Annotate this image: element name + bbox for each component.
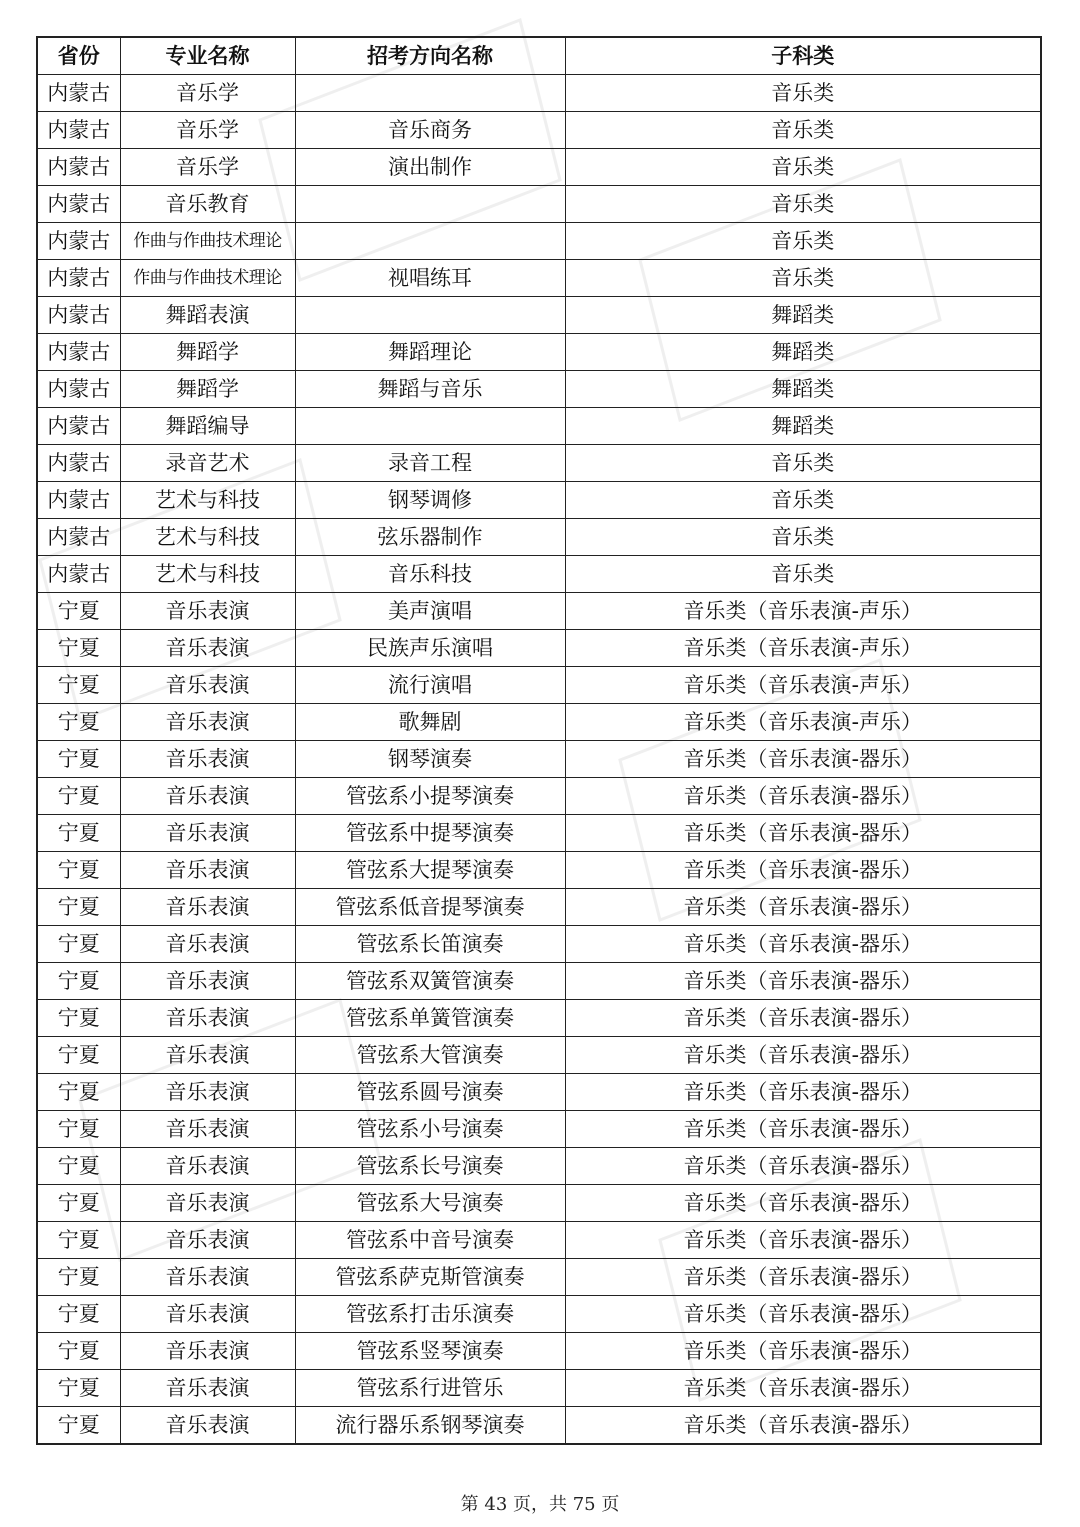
cell-province: 宁夏	[37, 778, 120, 815]
cell-major: 音乐表演	[120, 667, 295, 704]
cell-province: 宁夏	[37, 1259, 120, 1296]
cell-subcategory: 音乐类（音乐表演-器乐）	[565, 1074, 1041, 1111]
cell-province: 内蒙古	[37, 75, 120, 112]
cell-subcategory: 音乐类（音乐表演-器乐）	[565, 778, 1041, 815]
cell-province: 宁夏	[37, 1185, 120, 1222]
cell-subcategory: 音乐类（音乐表演-器乐）	[565, 1259, 1041, 1296]
table-row	[37, 1111, 1041, 1148]
table-row	[37, 334, 1041, 371]
cell-subcategory: 音乐类	[565, 482, 1041, 519]
table-row	[37, 482, 1041, 519]
cell-subcategory: 音乐类（音乐表演-器乐）	[565, 1111, 1041, 1148]
cell-province: 宁夏	[37, 1222, 120, 1259]
cell-major: 音乐表演	[120, 741, 295, 778]
header-subcategory: 子科类	[565, 37, 1041, 75]
cell-province: 内蒙古	[37, 371, 120, 408]
cell-major: 音乐表演	[120, 1296, 295, 1333]
cell-major: 音乐表演	[120, 1185, 295, 1222]
cell-province: 宁夏	[37, 1000, 120, 1037]
cell-subcategory: 音乐类（音乐表演-器乐）	[565, 741, 1041, 778]
cell-subcategory: 音乐类（音乐表演-声乐）	[565, 630, 1041, 667]
cell-province: 宁夏	[37, 1037, 120, 1074]
cell-major: 作曲与作曲技术理论	[120, 223, 295, 260]
cell-subcategory: 音乐类	[565, 223, 1041, 260]
table-row	[37, 667, 1041, 704]
cell-province: 宁夏	[37, 630, 120, 667]
cell-province: 宁夏	[37, 1407, 120, 1445]
cell-province: 宁夏	[37, 889, 120, 926]
cell-major: 舞蹈编导	[120, 408, 295, 445]
cell-major: 音乐表演	[120, 815, 295, 852]
table-body	[37, 75, 1041, 1445]
cell-major: 音乐表演	[120, 1148, 295, 1185]
table-row	[37, 926, 1041, 963]
cell-major: 音乐学	[120, 112, 295, 149]
cell-direction: 流行演唱	[295, 667, 565, 704]
cell-major: 音乐表演	[120, 889, 295, 926]
cell-province: 宁夏	[37, 741, 120, 778]
cell-province: 内蒙古	[37, 297, 120, 334]
table-row	[37, 889, 1041, 926]
cell-major: 音乐表演	[120, 926, 295, 963]
cell-province: 宁夏	[37, 704, 120, 741]
cell-subcategory: 音乐类	[565, 556, 1041, 593]
cell-province: 内蒙古	[37, 408, 120, 445]
cell-major: 音乐教育	[120, 186, 295, 223]
cell-province: 内蒙古	[37, 482, 120, 519]
cell-major: 音乐表演	[120, 852, 295, 889]
cell-major: 舞蹈学	[120, 334, 295, 371]
cell-major: 音乐表演	[120, 778, 295, 815]
header-major: 专业名称	[120, 37, 295, 75]
table-row	[37, 1259, 1041, 1296]
cell-province: 宁夏	[37, 1333, 120, 1370]
cell-direction	[295, 297, 565, 334]
cell-subcategory: 舞蹈类	[565, 334, 1041, 371]
cell-subcategory: 音乐类（音乐表演-器乐）	[565, 1333, 1041, 1370]
cell-subcategory: 音乐类	[565, 149, 1041, 186]
cell-province: 宁夏	[37, 1296, 120, 1333]
table-row	[37, 297, 1041, 334]
cell-direction: 民族声乐演唱	[295, 630, 565, 667]
cell-direction: 管弦系中提琴演奏	[295, 815, 565, 852]
cell-direction: 管弦系低音提琴演奏	[295, 889, 565, 926]
cell-subcategory: 音乐类	[565, 186, 1041, 223]
cell-subcategory: 音乐类（音乐表演-器乐）	[565, 1185, 1041, 1222]
cell-province: 宁夏	[37, 1111, 120, 1148]
cell-direction: 管弦系竖琴演奏	[295, 1333, 565, 1370]
cell-direction: 管弦系行进管乐	[295, 1370, 565, 1407]
cell-major: 音乐表演	[120, 1000, 295, 1037]
table-row	[37, 445, 1041, 482]
table-row	[37, 1037, 1041, 1074]
table-row	[37, 223, 1041, 260]
cell-subcategory: 舞蹈类	[565, 297, 1041, 334]
cell-direction: 弦乐器制作	[295, 519, 565, 556]
table-row	[37, 75, 1041, 112]
cell-province: 内蒙古	[37, 556, 120, 593]
cell-major: 音乐表演	[120, 1407, 295, 1445]
cell-subcategory: 音乐类（音乐表演-器乐）	[565, 889, 1041, 926]
cell-subcategory: 音乐类（音乐表演-器乐）	[565, 1148, 1041, 1185]
cell-province: 宁夏	[37, 926, 120, 963]
cell-subcategory: 音乐类	[565, 519, 1041, 556]
cell-province: 宁夏	[37, 1370, 120, 1407]
cell-direction: 流行器乐系钢琴演奏	[295, 1407, 565, 1445]
cell-province: 宁夏	[37, 667, 120, 704]
table-row	[37, 778, 1041, 815]
table-row	[37, 371, 1041, 408]
cell-subcategory: 舞蹈类	[565, 371, 1041, 408]
cell-major: 音乐表演	[120, 1222, 295, 1259]
cell-province: 宁夏	[37, 815, 120, 852]
cell-subcategory: 音乐类	[565, 112, 1041, 149]
cell-province: 内蒙古	[37, 519, 120, 556]
cell-subcategory: 音乐类	[565, 75, 1041, 112]
cell-subcategory: 音乐类（音乐表演-器乐）	[565, 1370, 1041, 1407]
cell-subcategory: 音乐类（音乐表演-器乐）	[565, 815, 1041, 852]
cell-major: 音乐学	[120, 75, 295, 112]
cell-province: 内蒙古	[37, 112, 120, 149]
cell-province: 内蒙古	[37, 223, 120, 260]
admissions-table	[36, 36, 1042, 1445]
cell-subcategory: 音乐类（音乐表演-器乐）	[565, 926, 1041, 963]
cell-direction: 管弦系萨克斯管演奏	[295, 1259, 565, 1296]
table-row	[37, 112, 1041, 149]
cell-major: 音乐表演	[120, 1037, 295, 1074]
cell-direction: 视唱练耳	[295, 260, 565, 297]
cell-direction	[295, 223, 565, 260]
cell-subcategory: 音乐类	[565, 445, 1041, 482]
cell-province: 宁夏	[37, 963, 120, 1000]
cell-direction: 管弦系双簧管演奏	[295, 963, 565, 1000]
cell-direction: 钢琴演奏	[295, 741, 565, 778]
cell-major: 艺术与科技	[120, 519, 295, 556]
table-row	[37, 1148, 1041, 1185]
cell-subcategory: 舞蹈类	[565, 408, 1041, 445]
cell-major: 录音艺术	[120, 445, 295, 482]
cell-direction	[295, 186, 565, 223]
table-header-row	[37, 37, 1041, 75]
table-row	[37, 1000, 1041, 1037]
cell-province: 内蒙古	[37, 445, 120, 482]
cell-province: 宁夏	[37, 1074, 120, 1111]
cell-major: 音乐表演	[120, 1111, 295, 1148]
table-row	[37, 1370, 1041, 1407]
cell-major: 音乐表演	[120, 593, 295, 630]
cell-subcategory: 音乐类（音乐表演-器乐）	[565, 1000, 1041, 1037]
header-province: 省份	[37, 37, 120, 75]
cell-direction: 管弦系打击乐演奏	[295, 1296, 565, 1333]
cell-major: 作曲与作曲技术理论	[120, 260, 295, 297]
table-row	[37, 852, 1041, 889]
header-direction: 招考方向名称	[295, 37, 565, 75]
cell-direction: 录音工程	[295, 445, 565, 482]
cell-direction	[295, 75, 565, 112]
table-row	[37, 408, 1041, 445]
cell-major: 音乐表演	[120, 704, 295, 741]
cell-province: 宁夏	[37, 1148, 120, 1185]
table-row	[37, 1296, 1041, 1333]
table-row	[37, 1185, 1041, 1222]
cell-province: 内蒙古	[37, 186, 120, 223]
cell-major: 音乐表演	[120, 1333, 295, 1370]
cell-subcategory: 音乐类（音乐表演-器乐）	[565, 1296, 1041, 1333]
cell-major: 音乐表演	[120, 1370, 295, 1407]
cell-subcategory: 音乐类（音乐表演-器乐）	[565, 1222, 1041, 1259]
page-number: 第 43 页，共 75 页	[460, 1494, 620, 1515]
table-row	[37, 593, 1041, 630]
cell-direction: 管弦系单簧管演奏	[295, 1000, 565, 1037]
cell-subcategory: 音乐类（音乐表演-器乐）	[565, 1037, 1041, 1074]
table-row	[37, 1333, 1041, 1370]
cell-subcategory: 音乐类（音乐表演-器乐）	[565, 963, 1041, 1000]
cell-direction: 演出制作	[295, 149, 565, 186]
cell-province: 内蒙古	[37, 149, 120, 186]
cell-major: 舞蹈表演	[120, 297, 295, 334]
cell-direction: 管弦系小号演奏	[295, 1111, 565, 1148]
table-row	[37, 741, 1041, 778]
cell-direction: 舞蹈与音乐	[295, 371, 565, 408]
cell-direction: 音乐商务	[295, 112, 565, 149]
table-row	[37, 1074, 1041, 1111]
cell-direction: 美声演唱	[295, 593, 565, 630]
cell-direction: 管弦系小提琴演奏	[295, 778, 565, 815]
cell-major: 艺术与科技	[120, 556, 295, 593]
table-row	[37, 260, 1041, 297]
cell-direction: 管弦系大管演奏	[295, 1037, 565, 1074]
cell-subcategory: 音乐类	[565, 260, 1041, 297]
table-row	[37, 1222, 1041, 1259]
table-row	[37, 704, 1041, 741]
cell-direction: 管弦系大提琴演奏	[295, 852, 565, 889]
table-row	[37, 149, 1041, 186]
cell-direction: 管弦系长笛演奏	[295, 926, 565, 963]
cell-direction: 管弦系圆号演奏	[295, 1074, 565, 1111]
table-row	[37, 630, 1041, 667]
table-row	[37, 815, 1041, 852]
cell-direction	[295, 408, 565, 445]
cell-subcategory: 音乐类（音乐表演-声乐）	[565, 704, 1041, 741]
table-row	[37, 556, 1041, 593]
cell-direction: 音乐科技	[295, 556, 565, 593]
cell-direction: 管弦系长号演奏	[295, 1148, 565, 1185]
table-row	[37, 963, 1041, 1000]
cell-direction: 管弦系大号演奏	[295, 1185, 565, 1222]
table-row	[37, 186, 1041, 223]
cell-province: 内蒙古	[37, 334, 120, 371]
cell-direction: 管弦系中音号演奏	[295, 1222, 565, 1259]
cell-province: 内蒙古	[37, 260, 120, 297]
cell-major: 艺术与科技	[120, 482, 295, 519]
cell-subcategory: 音乐类（音乐表演-器乐）	[565, 1407, 1041, 1445]
cell-subcategory: 音乐类（音乐表演-声乐）	[565, 593, 1041, 630]
table-row	[37, 1407, 1041, 1445]
cell-direction: 钢琴调修	[295, 482, 565, 519]
cell-major: 音乐表演	[120, 963, 295, 1000]
cell-province: 宁夏	[37, 593, 120, 630]
cell-major: 音乐学	[120, 149, 295, 186]
cell-major: 音乐表演	[120, 1259, 295, 1296]
cell-province: 宁夏	[37, 852, 120, 889]
cell-major: 音乐表演	[120, 1074, 295, 1111]
cell-major: 舞蹈学	[120, 371, 295, 408]
cell-direction: 舞蹈理论	[295, 334, 565, 371]
cell-subcategory: 音乐类（音乐表演-器乐）	[565, 852, 1041, 889]
cell-major: 音乐表演	[120, 630, 295, 667]
cell-direction: 歌舞剧	[295, 704, 565, 741]
cell-subcategory: 音乐类（音乐表演-声乐）	[565, 667, 1041, 704]
table-row	[37, 519, 1041, 556]
